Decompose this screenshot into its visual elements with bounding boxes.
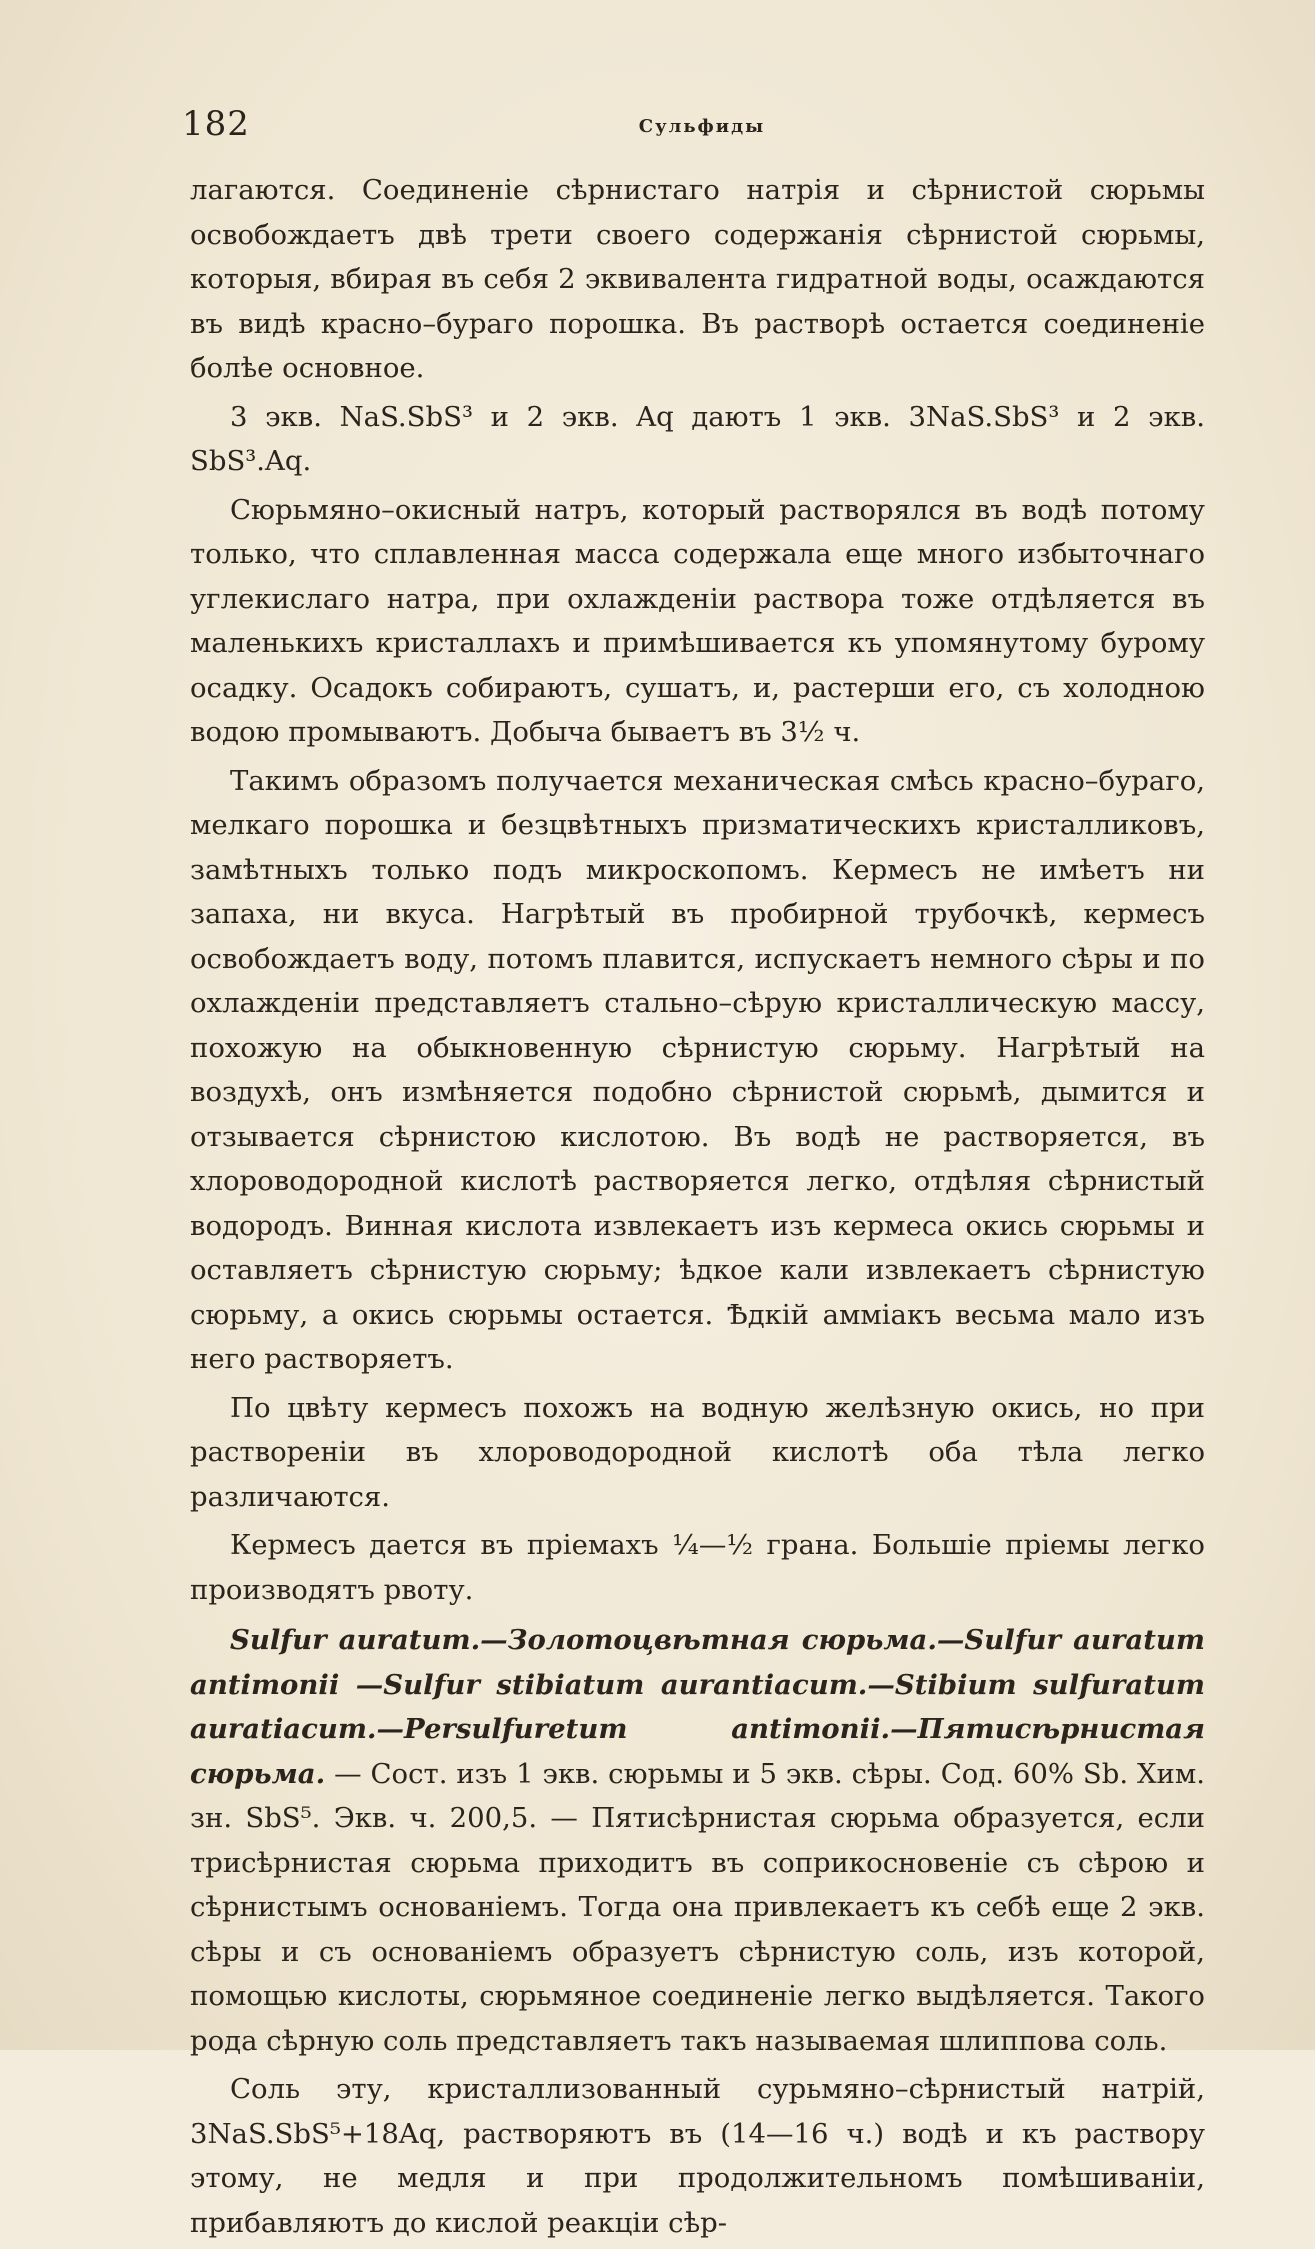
- paragraph: Кермесъ дается въ пріемахъ ¼—½ грана. Большіе пріемы легко производятъ рвоту.: [190, 1529, 1205, 1606]
- running-head: Сульфиды: [638, 116, 766, 137]
- page-number: 182: [182, 104, 250, 144]
- paragraph: [190, 1618, 1205, 2063]
- paragraph: По цвѣту кермесъ похожъ на водную желѣзную окись, но при раствореніи въ хлороводородной кислотѣ оба тѣла легко различаются.: [190, 1391, 1205, 1513]
- paragraph: лагаются. Соединеніе сѣрнистаго натрія и сѣрнистой сюрьмы освобождаетъ двѣ трети своего содержанія сѣрнистой сюрьмы, которыя, вбирая въ себя 2 эквивалента гидратной воды, осаждаются въ видѣ красно–бураго порошка. Въ растворѣ остается соединеніе болѣе основное.: [190, 174, 1205, 384]
- latin-heading: Sulfur auratum.—Золотоцвѣтная сюрьма.—Sulfur auratum antimonii —Sulfur stibiatum aurantiacum.—Stibium sulfuratum auratiacum.—Persulfuretum antimonii.—Пятисѣрнистая сюрьма.: [190, 1624, 1205, 1790]
- paragraph: 3 экв. NaS.SbS³ и 2 экв. Aq даютъ 1 экв. 3NaS.SbS³ и 2 экв. SbS³.Aq.: [190, 400, 1205, 477]
- page-header: [182, 104, 1222, 148]
- paragraph-text: — Сост. изъ 1 экв. сюрьмы и 5 экв. сѣры. Сод. 60% Sb. Хим. зн. SbS⁵. Экв. ч. 200,5. — Пятисѣрнистая сюрьма образуется, если трисѣрнистая сюрьма приходитъ въ соприкосновеніе съ сѣрою и сѣрнистымъ основаніемъ. Тогда она привлекаетъ къ себѣ еще 2 экв. сѣры и съ основаніемъ образуетъ сѣрнистую соль, изъ которой, помощью кислоты, сюрьмяное соединеніе легко выдѣляется. Такого рода сѣрную соль представляетъ такъ называемая шлиппова соль.: [190, 1757, 1205, 2057]
- paragraph: Сюрьмяно–окисный натръ, который растворялся въ водѣ потому только, что сплавленная масса содержала еще много избыточнаго углекислаго натра, при охлажденіи раствора тоже отдѣляется въ маленькихъ кристаллахъ и примѣшивается къ упомянутому бурому осадку. Осадокъ собираютъ, сушатъ, и, растерши его, съ холодною водою промываютъ. Добыча бываетъ въ 3½ ч.: [190, 493, 1205, 748]
- body-text: [190, 168, 1205, 2249]
- paragraph: Соль эту, кристаллизованный сурьмяно–сѣрнистый натрій, 3NaS.SbS⁵+18Aq, растворяютъ въ (14—16 ч.) водѣ и къ раствору этому, не медля и при продолжительномъ помѣшиваніи, прибавляютъ до кислой реакціи сѣр-: [190, 2073, 1205, 2239]
- paragraph: Такимъ образомъ получается механическая смѣсь красно–бураго, мелкаго порошка и безцвѣтныхъ призматическихъ кристалликовъ, замѣтныхъ только подъ микроскопомъ. Кермесъ не имѣетъ ни запаха, ни вкуса. Нагрѣтый въ пробирной трубочкѣ, кермесъ освобождаетъ воду, потомъ плавится, испускаетъ немного сѣры и по охлажденіи представляетъ стально–сѣрую кристаллическую массу, похожую на обыкновенную сѣрнистую сюрьму. Нагрѣтый на воздухѣ, онъ измѣняется подобно сѣрнистой сюрьмѣ, дымится и отзывается сѣрнистою кислотою. Въ водѣ не растворяется, въ хлороводородной кислотѣ растворяется легко, отдѣляя сѣрнистый водородъ. Винная кислота извлекаетъ изъ кермеса окись сюрьмы и оставляетъ сѣрнистую сюрьму; ѣдкое кали извлекаетъ сѣрнистую сюрьму, а окись сюрьмы остается. Ѣдкій аммiакъ весьма мало изъ него растворяетъ.: [190, 764, 1205, 1375]
